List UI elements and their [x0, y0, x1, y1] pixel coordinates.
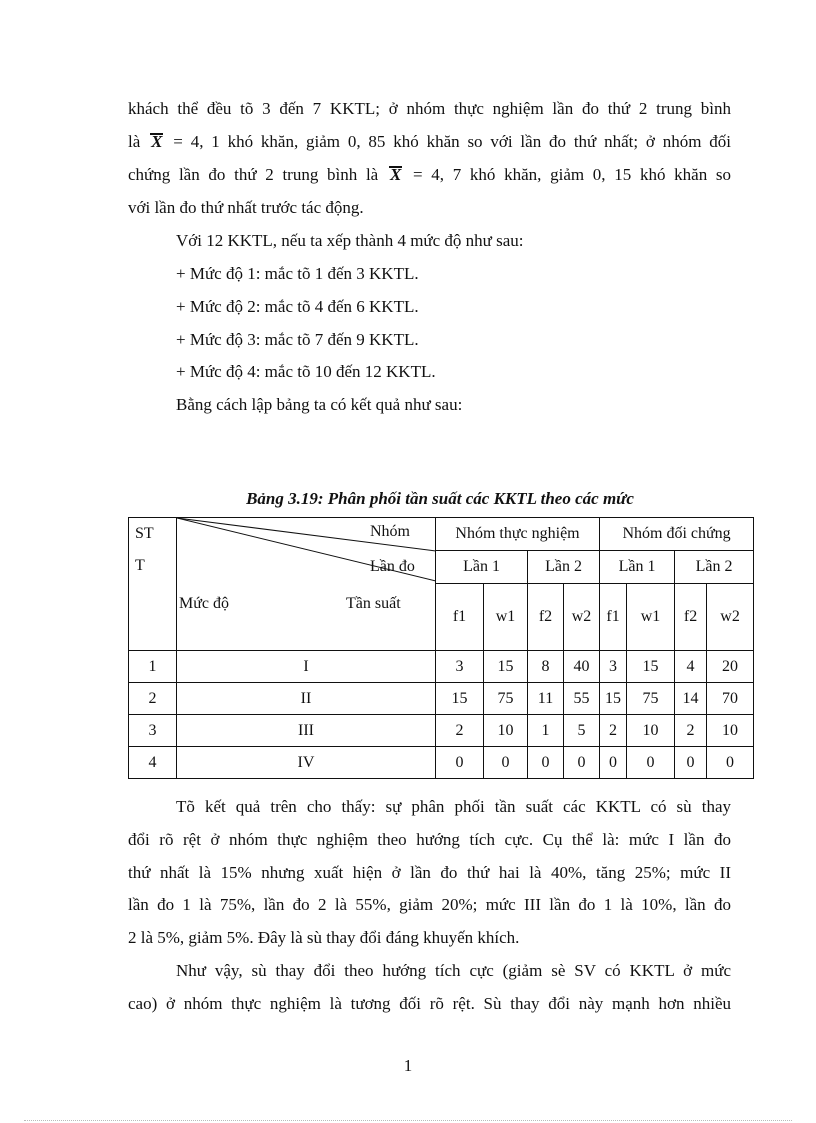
col-header: w1: [484, 584, 528, 651]
row-level: III: [177, 715, 436, 747]
p2-line2: đổi rõ rệt ở nhóm thực nghiệm theo hướng tích cực. Cụ thể là: mức I lần đo: [128, 830, 731, 849]
p1-line3-start: chứng lần đo thứ 2 trung bình là: [128, 165, 379, 184]
stt-header: [129, 518, 177, 651]
diagonal-header-cell: [177, 518, 436, 651]
cell: 3: [436, 651, 484, 683]
cell: 0: [707, 747, 754, 779]
row-stt: 2: [129, 683, 177, 715]
table-row: [129, 651, 754, 683]
p1-line2-start: là: [128, 132, 141, 151]
cell: 10: [484, 715, 528, 747]
cell: 11: [528, 683, 564, 715]
cell: 10: [707, 715, 754, 747]
diag-level-label: Mức độ: [179, 595, 229, 612]
measure-header: Lần 2: [675, 551, 754, 584]
cell: 75: [627, 683, 675, 715]
level-item: + Mức độ 4: mắc tõ 10 đến 12 KKTL.: [176, 362, 436, 381]
cell: 15: [600, 683, 627, 715]
cell: 8: [528, 651, 564, 683]
measure-header: Lần 2: [528, 551, 600, 584]
row-stt: 3: [129, 715, 177, 747]
row-level: II: [177, 683, 436, 715]
p2-line5: 2 là 5%, giảm 5%. Đây là sù thay đổi đáng khuyến khích.: [128, 928, 520, 947]
row-level: I: [177, 651, 436, 683]
cell: 0: [675, 747, 707, 779]
row-level: IV: [177, 747, 436, 779]
p1-line1: khách thể đều tõ 3 đến 7 KKTL; ở nhóm thực nghiệm lần đo thứ 2 trung bình: [128, 99, 731, 118]
cell: 0: [436, 747, 484, 779]
cell: 40: [564, 651, 600, 683]
cell: 75: [484, 683, 528, 715]
page-bottom-divider: [24, 1120, 792, 1121]
cell: 10: [627, 715, 675, 747]
cell: 2: [675, 715, 707, 747]
frequency-table: [128, 517, 754, 779]
level-item: + Mức độ 2: mắc tõ 4 đến 6 KKTL.: [176, 297, 419, 316]
measure-header: Lần 1: [436, 551, 528, 584]
cell: 2: [600, 715, 627, 747]
page-number: 1: [403, 1056, 413, 1075]
diag-measure-label: Lần đo: [370, 558, 415, 575]
cell: 15: [436, 683, 484, 715]
cell: 55: [564, 683, 600, 715]
diag-group-label: Nhóm: [370, 523, 410, 540]
cell: 15: [484, 651, 528, 683]
measure-header: Lần 1: [600, 551, 675, 584]
row-stt: 1: [129, 651, 177, 683]
p1-line3-rest: = 4, 7 khó khăn, giảm 0, 15 khó khăn so: [412, 165, 732, 184]
table-caption: Bảng 3.19: Phân phối tần suất các KKTL theo các mức: [246, 489, 634, 508]
cell: 5: [564, 715, 600, 747]
cell: 0: [528, 747, 564, 779]
cell: 20: [707, 651, 754, 683]
cell: 0: [484, 747, 528, 779]
cell: 4: [675, 651, 707, 683]
diag-freq-label: Tần suất: [346, 595, 401, 612]
cell: 14: [675, 683, 707, 715]
level-item: + Mức độ 1: mắc tõ 1 đến 3 KKTL.: [176, 264, 419, 283]
col-header: f1: [600, 584, 627, 651]
col-header: f2: [528, 584, 564, 651]
cell: 0: [600, 747, 627, 779]
cell: 2: [436, 715, 484, 747]
p1-line4: với lần đo thứ nhất trước tác động.: [128, 198, 364, 217]
xbar-symbol: X: [151, 132, 163, 151]
col-header: f1: [436, 584, 484, 651]
stt-label: T: [135, 557, 145, 574]
cell: 15: [627, 651, 675, 683]
level-item: + Mức độ 3: mắc tõ 7 đến 9 KKTL.: [176, 330, 419, 349]
cell: 0: [564, 747, 600, 779]
xbar-symbol: X: [389, 165, 402, 184]
group-control-header: Nhóm đối chứng: [600, 518, 754, 551]
group-experimental-header: Nhóm thực nghiệm: [436, 518, 600, 551]
table-row: [129, 747, 754, 779]
p2-line1: Tõ kết quả trên cho thấy: sự phân phối tần suất các KKTL có sù thay: [176, 797, 731, 816]
col-header: w1: [627, 584, 675, 651]
col-header: f2: [675, 584, 707, 651]
cell: 0: [627, 747, 675, 779]
col-header: w2: [564, 584, 600, 651]
p1-line3: [128, 165, 731, 185]
p3-line1: Như vậy, sù thay đổi theo hướng tích cực (giảm sè SV có KKTL ở mức: [176, 961, 731, 980]
p2-line3: thứ nhất là 15% nhưng xuất hiện ở lần đo thứ hai là 40%, tăng 25%; mức II: [128, 863, 731, 882]
col-header: w2: [707, 584, 754, 651]
stt-label: ST: [135, 525, 154, 542]
table-intro: Bằng cách lập bảng ta có kết quả như sau:: [176, 395, 463, 414]
p3-line2: cao) ở nhóm thực nghiệm là tương đối rõ rệt. Sù thay đổi này mạnh hơn nhiều: [128, 994, 731, 1013]
p1-line2-rest: = 4, 1 khó khăn, giảm 0, 85 khó khăn so với lần đo thứ nhất; ở nhóm đối: [173, 132, 731, 151]
p2-line4: lần đo 1 là 75%, lần đo 2 là 55%, giảm 20%; mức III lần đo 1 là 10%, lần đo: [128, 895, 731, 914]
cell: 1: [528, 715, 564, 747]
cell: 3: [600, 651, 627, 683]
p1-line2: [128, 132, 731, 152]
levels-intro: Với 12 KKTL, nếu ta xếp thành 4 mức độ như sau:: [176, 231, 524, 250]
cell: 70: [707, 683, 754, 715]
row-stt: 4: [129, 747, 177, 779]
table-row: [129, 683, 754, 715]
table-row: [129, 715, 754, 747]
